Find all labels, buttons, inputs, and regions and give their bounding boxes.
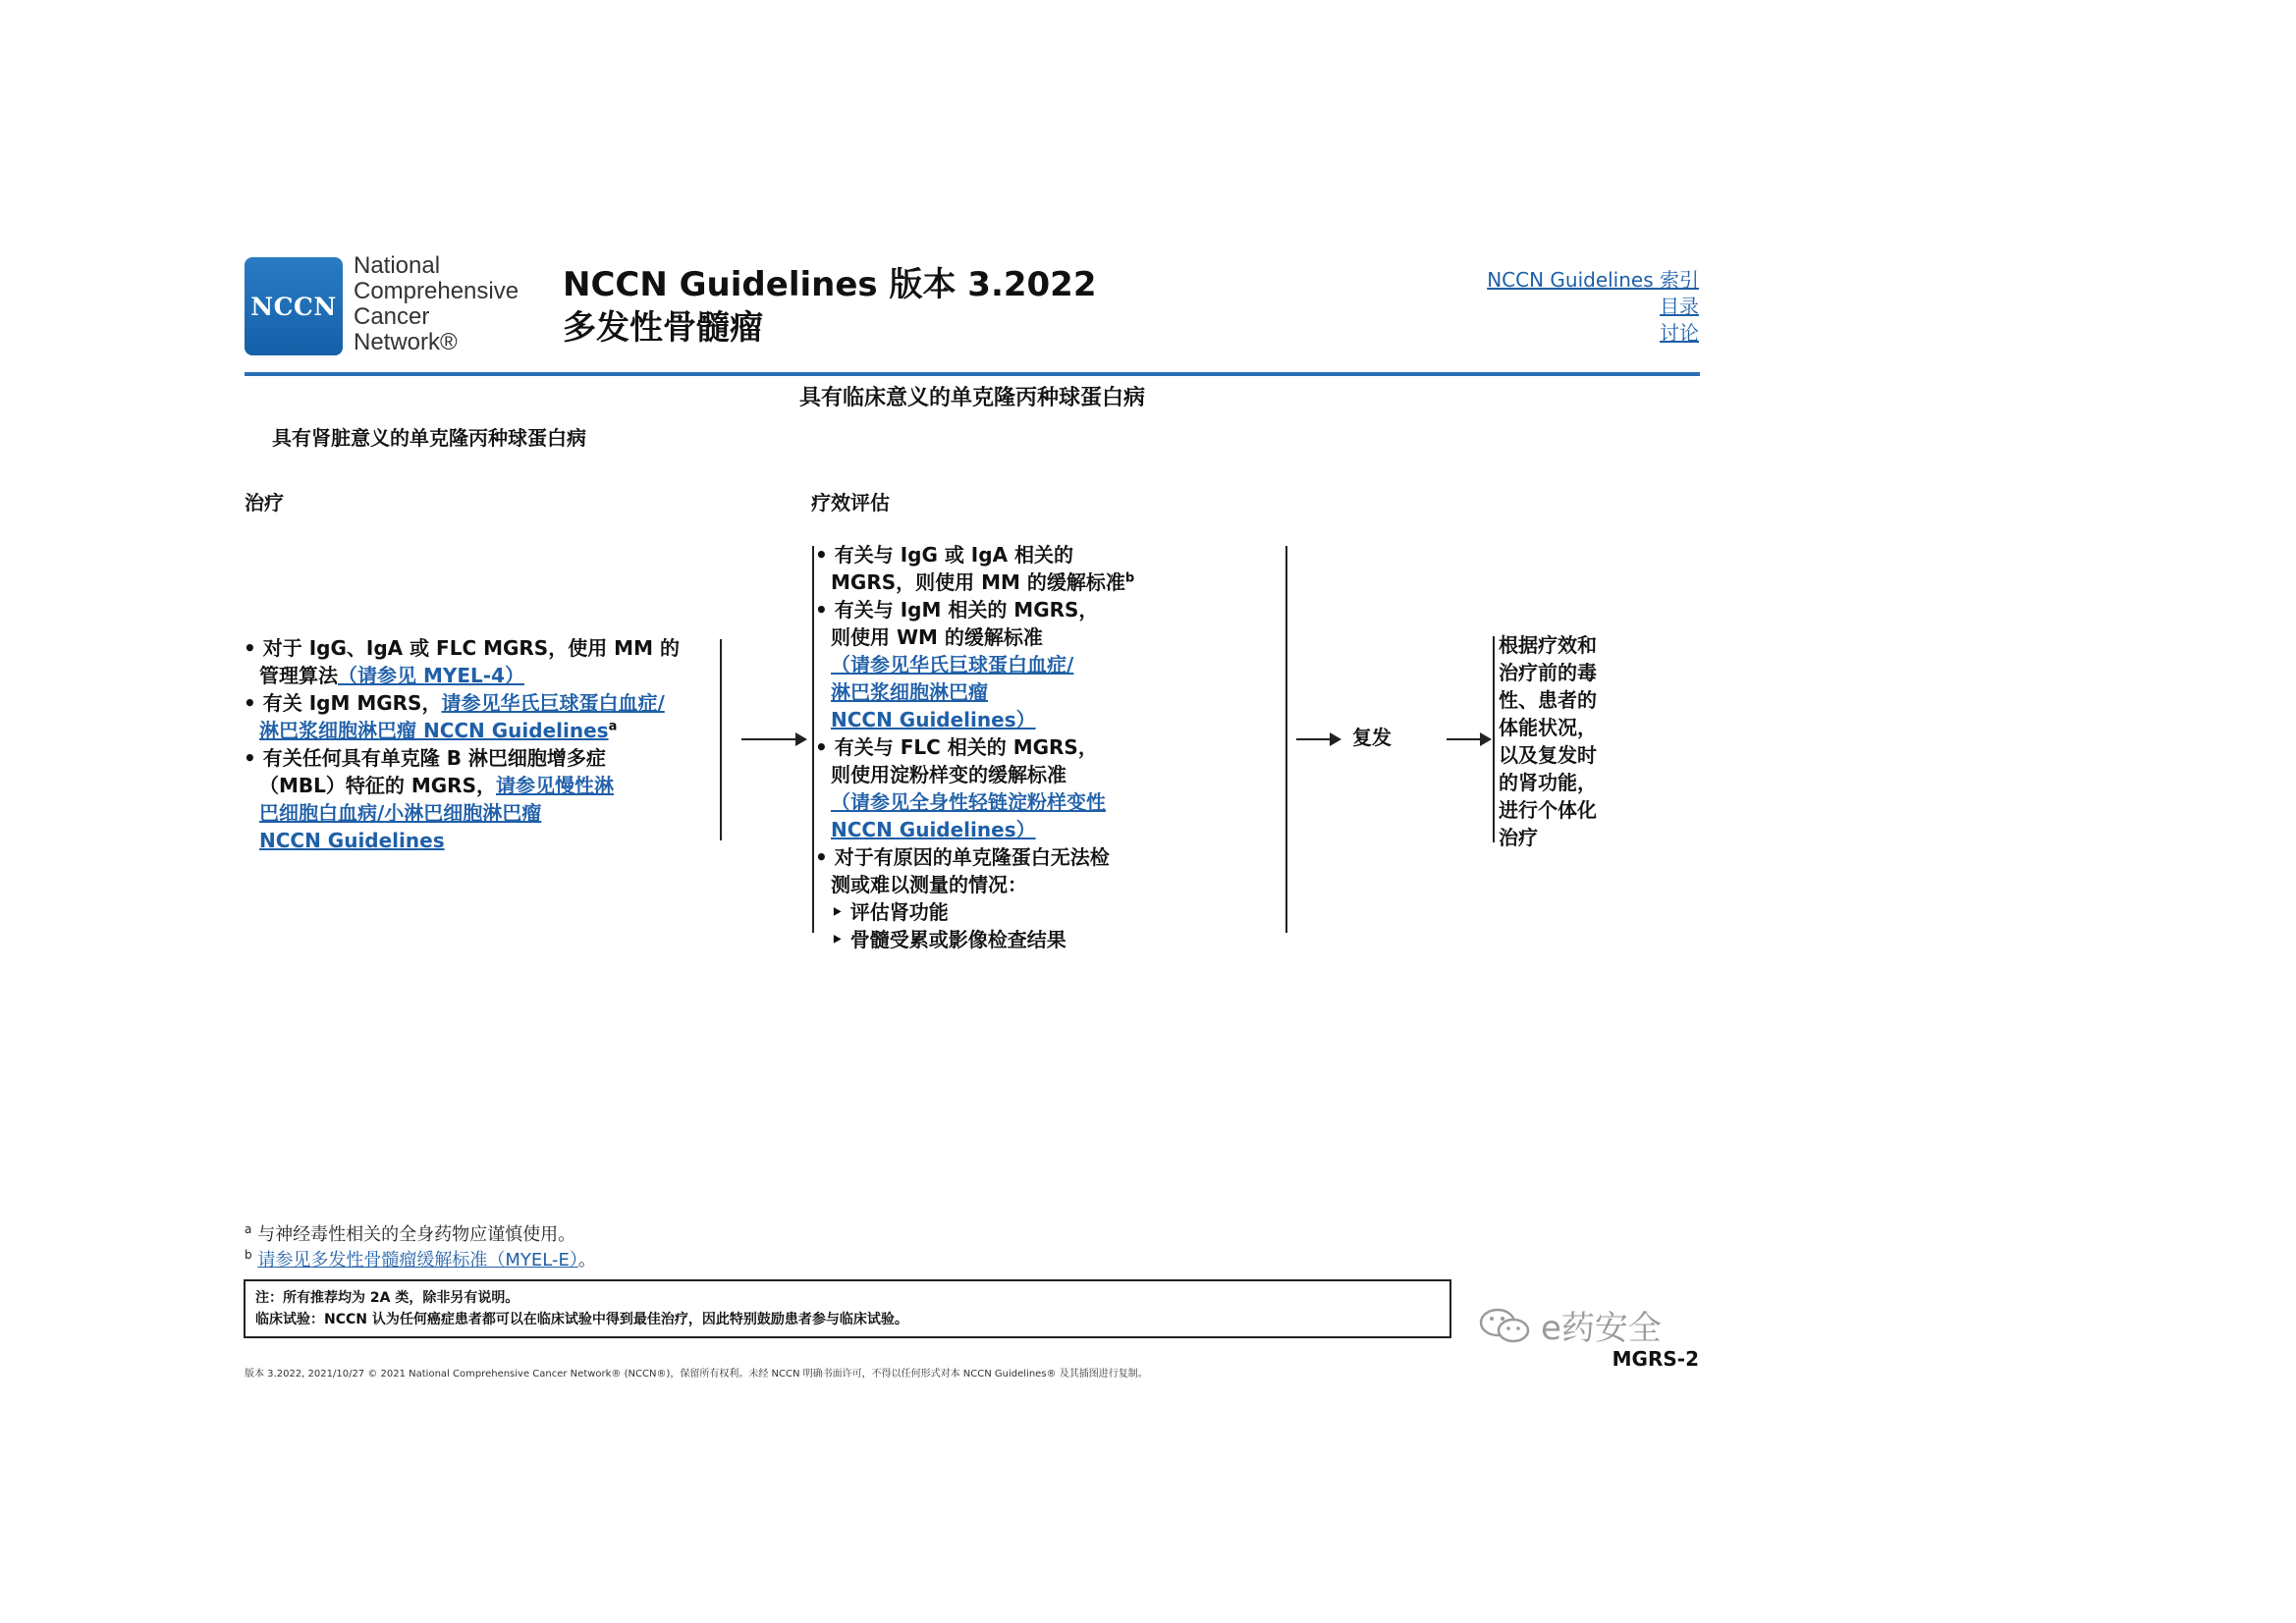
discussion-link[interactable]: 讨论 <box>1660 321 1699 345</box>
treatment-bullet-2 <box>244 689 715 717</box>
response-bullet-2-cont: 则使用 WM 的缓解标准 <box>831 625 1043 649</box>
text: （MBL）特征的 MGRS， <box>259 774 496 797</box>
final-line: 治疗前的毒 <box>1499 661 1597 684</box>
title-disease: 多发性骨髓瘤 <box>563 308 763 348</box>
note-line: 注：所有推荐均为 2A 类，除非另有说明。 <box>255 1290 519 1306</box>
treatment-bullet-3-cont <box>244 772 715 799</box>
footnote-text: 。 <box>577 1250 596 1271</box>
section-subheading: 具有肾脏意义的单克隆丙种球蛋白病 <box>272 426 586 450</box>
response-bullet-4-cont: 测或难以测量的情况： <box>831 873 1027 896</box>
footnote-ref-b: b <box>1124 570 1135 586</box>
toc-link[interactable]: 目录 <box>1660 295 1699 318</box>
org-line: Network® <box>354 329 458 355</box>
response-bullet-1-cont <box>815 568 1277 596</box>
document-title <box>563 263 1152 350</box>
response-bullet-3-cont <box>815 788 1277 816</box>
response-bullet-2-cont <box>815 651 1277 678</box>
wm-guidelines-link[interactable]: NCCN Guidelines） <box>831 708 1036 731</box>
watermark-text: e药安全 <box>1541 1309 1662 1348</box>
response-block <box>815 541 1277 953</box>
page-id: MGRS-2 <box>1612 1347 1699 1371</box>
text: • 有关 IgM MGRS， <box>244 691 442 715</box>
arrow-connector <box>1296 738 1339 740</box>
bracket-line <box>1493 636 1495 842</box>
footnote-b <box>245 1248 596 1273</box>
arrow-connector <box>741 738 805 740</box>
wm-lpl-guidelines-link[interactable]: 淋巴浆细胞淋巴瘤 NCCN Guidelines <box>259 719 609 742</box>
recommendation-note-box <box>244 1279 1451 1338</box>
footnote-ref-a: a <box>608 719 618 734</box>
final-line: 性、患者的 <box>1499 688 1597 712</box>
treatment-bullet-1-cont <box>244 662 715 689</box>
wm-link[interactable]: （请参见华氏巨球蛋白血症/ <box>831 653 1074 676</box>
arrow-connector <box>1447 738 1490 740</box>
response-bullet-2: • 有关与 IgM 相关的 MGRS， <box>815 598 1099 622</box>
text: 管理算法 <box>259 664 338 687</box>
logo-text: NCCN <box>250 292 337 321</box>
response-bullet-3: • 有关与 FLC 相关的 MGRS， <box>815 735 1098 759</box>
page-heading: 具有临床意义的单克隆丙种球蛋白病 <box>798 386 1145 410</box>
treatment-column-heading: 治疗 <box>245 491 284 514</box>
header-divider <box>245 372 1700 376</box>
treatment-bullet-3-cont <box>244 827 715 854</box>
cll-guidelines-link[interactable]: NCCN Guidelines <box>259 829 445 852</box>
org-line: Cancer <box>354 303 430 330</box>
wechat-icon <box>1478 1306 1533 1345</box>
cll-sll-link[interactable]: 巴细胞白血病/小淋巴细胞淋巴瘤 <box>259 801 542 825</box>
response-column-heading: 疗效评估 <box>811 491 890 514</box>
text: MGRS，则使用 MM 的缓解标准 <box>831 570 1125 594</box>
treatment-bullet-3: • 有关任何具有单克隆 B 淋巴细胞增多症 <box>244 746 606 770</box>
response-bullet-2-cont <box>815 706 1277 733</box>
header-nav-links <box>1444 267 1699 347</box>
myel-e-link[interactable]: 请参见多发性骨髓瘤缓解标准（MYEL-E） <box>257 1250 578 1271</box>
footnote-mark: a <box>245 1222 252 1236</box>
response-sub-bullet: ‣ 骨髓受累或影像检查结果 <box>831 928 1066 951</box>
nccn-logo <box>245 257 343 355</box>
wm-lpl-link[interactable]: 请参见华氏巨球蛋白血症/ <box>441 691 665 715</box>
amyloidosis-link[interactable]: （请参见全身性轻链淀粉样变性 <box>831 790 1106 814</box>
note-line: 临床试验：NCCN 认为任何癌症患者都可以在临床试验中得到最佳治疗，因此特别鼓励患者参与临床试验。 <box>255 1312 908 1327</box>
guidelines-index-link[interactable]: NCCN Guidelines 索引 <box>1487 268 1699 292</box>
response-sub-bullet: ‣ 评估肾功能 <box>831 900 949 924</box>
myel-4-link[interactable]: （请参见 MYEL-4） <box>338 664 524 687</box>
final-line: 进行个体化 <box>1499 798 1597 822</box>
final-recommendation <box>1499 631 1656 851</box>
final-line: 以及复发时 <box>1499 743 1597 767</box>
bracket-line <box>720 639 722 840</box>
cll-link[interactable]: 请参见慢性淋 <box>495 774 614 797</box>
final-line: 根据疗效和 <box>1499 633 1597 657</box>
treatment-block <box>244 634 715 854</box>
treatment-bullet-2-cont <box>244 717 715 744</box>
title-version: NCCN Guidelines 版本 3.2022 <box>563 265 1097 304</box>
footnote-a <box>245 1222 596 1248</box>
org-line: Comprehensive <box>354 278 519 304</box>
watermark <box>1478 1301 1662 1349</box>
relapse-label: 复发 <box>1352 726 1392 749</box>
treatment-bullet-3-cont <box>244 799 715 827</box>
response-bullet-2-cont <box>815 678 1277 706</box>
org-name <box>354 253 550 355</box>
footnotes <box>245 1222 596 1273</box>
final-line: 的肾功能， <box>1499 771 1597 794</box>
response-bullet-1: • 有关与 IgG 或 IgA 相关的 <box>815 543 1074 567</box>
lpl-link[interactable]: 淋巴浆细胞淋巴瘤 <box>831 680 988 704</box>
response-bullet-4: • 对于有原因的单克隆蛋白无法检 <box>815 845 1110 869</box>
response-bullet-3-cont: 则使用淀粉样变的缓解标准 <box>831 763 1066 786</box>
footnote-mark: b <box>245 1248 252 1262</box>
relapse-node <box>1352 724 1392 751</box>
footnote-text: 与神经毒性相关的全身药物应谨慎使用。 <box>257 1224 576 1245</box>
treatment-bullet-1: • 对于 IgG、IgA 或 FLC MGRS，使用 MM 的 <box>244 636 680 660</box>
org-line: National <box>354 252 441 279</box>
bracket-line <box>1285 546 1287 933</box>
copyright: 版本 3.2022, 2021/10/27 © 2021 National Comprehensive Cancer Network® (NCCN®)，保留所有权利。未经 NCCN 明确书面许可，不得以任何形式对本 NCCN Guidelines® 及其插图进行复制。 <box>245 1369 1148 1380</box>
final-line: 治疗 <box>1499 826 1538 849</box>
final-line: 体能状况， <box>1499 716 1597 739</box>
response-bullet-3-cont <box>815 816 1277 843</box>
bracket-line <box>812 546 814 933</box>
amyloidosis-guidelines-link[interactable]: NCCN Guidelines） <box>831 818 1036 841</box>
